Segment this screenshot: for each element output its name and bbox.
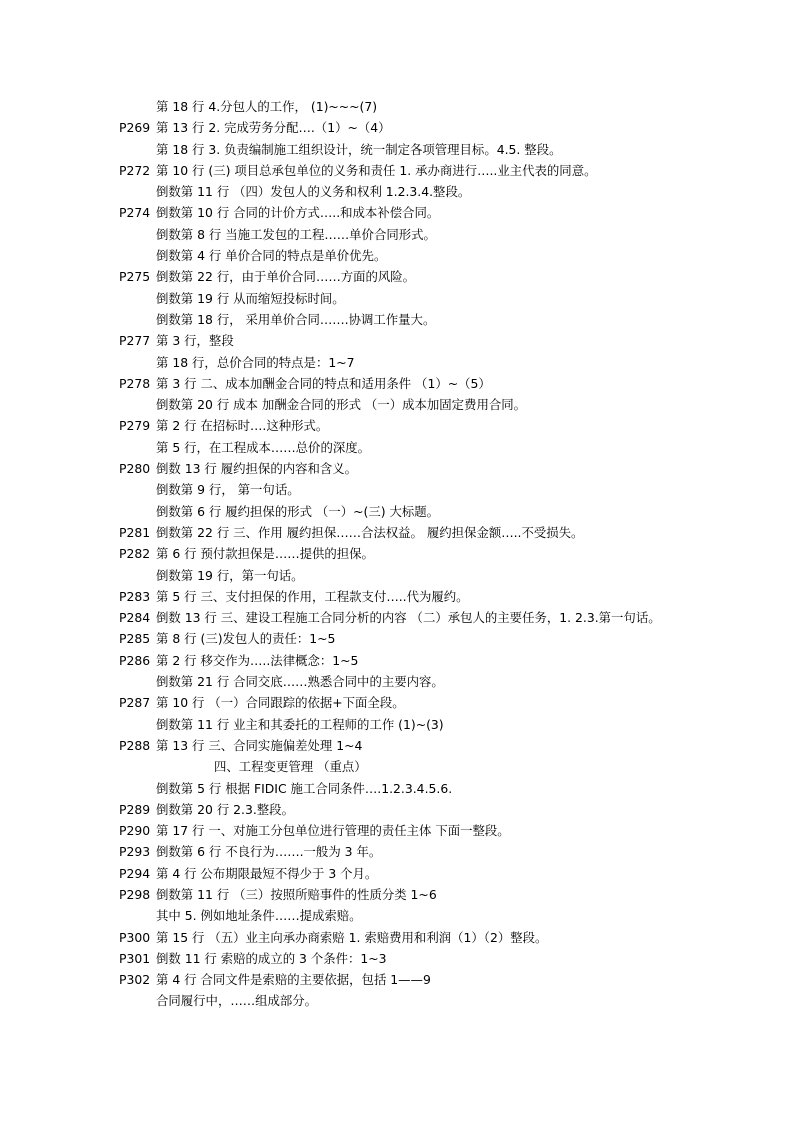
line-text: 倒数第 19 行 从而缩短投标时间。 <box>156 290 345 306</box>
page-reference: P284 <box>119 610 151 626</box>
line-text: 四、工程变更管理 （重点） <box>214 759 367 775</box>
page-reference: P300 <box>119 929 151 945</box>
page-reference: P285 <box>119 631 151 647</box>
line-text: 第 2 行 在招标时….这种形式。 <box>156 418 329 434</box>
text-line <box>119 288 679 309</box>
line-text: 倒数第 4 行 单价合同的特点是单价优先。 <box>156 248 387 264</box>
text-line <box>119 799 679 820</box>
text-line <box>119 607 679 628</box>
line-text: 倒数第 22 行，由于单价合同……方面的风险。 <box>156 269 416 285</box>
page-reference: P280 <box>119 461 151 477</box>
line-text: 合同履行中，……组成部分。 <box>156 993 318 1009</box>
line-text: 倒数第 11 行 （三）按照所赔事件的性质分类 1~6 <box>156 886 437 902</box>
line-text: 第 3 行，整段 <box>156 333 234 349</box>
text-line <box>119 586 679 607</box>
text-line <box>119 778 679 799</box>
page-reference: P290 <box>119 823 151 839</box>
page-reference: P298 <box>119 886 151 902</box>
text-line <box>119 458 679 479</box>
text-line <box>119 181 679 202</box>
line-text: 倒数 11 行 索赔的成立的 3 个条件：1~3 <box>156 950 387 966</box>
text-line <box>119 522 679 543</box>
text-line <box>119 160 679 181</box>
line-text: 倒数第 6 行 履约担保的形式 （一）~(三) 大标题。 <box>156 503 440 519</box>
text-line <box>119 266 679 287</box>
line-text: 倒数第 9 行， 第一句话。 <box>156 482 300 498</box>
page-reference: P288 <box>119 737 151 753</box>
text-line <box>119 692 679 713</box>
notes-list <box>119 96 679 1012</box>
page-reference: P301 <box>119 950 151 966</box>
text-line <box>119 479 679 500</box>
text-line <box>119 927 679 948</box>
text-line <box>119 671 679 692</box>
line-text: 倒数第 19 行，第一句话。 <box>156 567 304 583</box>
line-text: 倒数 13 行 履约担保的内容和含义。 <box>156 461 358 477</box>
line-text: 第 4 行 合同文件是索赔的主要依据，包括 1——9 <box>156 972 431 988</box>
line-text: 第 8 行 (三)发包人的责任：1~5 <box>156 631 336 647</box>
page-reference: P286 <box>119 652 151 668</box>
text-line <box>119 224 679 245</box>
page-reference: P277 <box>119 333 151 349</box>
page-reference: P282 <box>119 546 151 562</box>
line-text: 倒数 13 行 三、建设工程施工合同分析的内容 （二）承包人的主要任务，1. 2.3.第一句话。 <box>156 610 661 626</box>
text-line <box>119 990 679 1011</box>
text-line <box>119 884 679 905</box>
text-line <box>119 735 679 756</box>
page-reference: P269 <box>119 120 151 136</box>
page-reference: P281 <box>119 524 151 540</box>
text-line <box>119 969 679 990</box>
page-reference: P289 <box>119 801 151 817</box>
text-line <box>119 565 679 586</box>
line-text: 第 18 行 3. 负责编制施工组织设计，统一制定各项管理目标。4.5. 整段。 <box>156 141 562 157</box>
text-line <box>119 139 679 160</box>
line-text: 倒数第 10 行 合同的计价方式…..和成本补偿合同。 <box>156 205 440 221</box>
line-text: 倒数第 6 行 不良行为…….一般为 3 年。 <box>156 844 382 860</box>
text-line <box>119 437 679 458</box>
line-text: 第 5 行，在工程成本……总价的深度。 <box>156 439 371 455</box>
line-text: 第 13 行 2. 完成劳务分配….（1）~（4） <box>156 120 391 136</box>
line-text: 倒数第 21 行 合同交底……熟悉合同中的主要内容。 <box>156 674 444 690</box>
page-reference: P294 <box>119 865 151 881</box>
text-line <box>119 394 679 415</box>
page-reference: P278 <box>119 375 151 391</box>
line-text: 第 10 行 （一）合同跟踪的依据+下面全段。 <box>156 695 405 711</box>
line-text: 倒数第 22 行 三、作用 履约担保……合法权益。 履约担保金额…..不受损失。 <box>156 524 584 540</box>
text-line <box>119 543 679 564</box>
line-text: 第 18 行 4.分包人的工作， (1)~~~(7) <box>156 99 378 114</box>
text-line <box>119 863 679 884</box>
line-text: 第 4 行 公布期限最短不得少于 3 个月。 <box>156 865 378 881</box>
line-text: 倒数第 20 行 2.3.整段。 <box>156 801 294 817</box>
line-text: 第 13 行 三、合同实施偏差处理 1~4 <box>156 737 363 753</box>
page-reference: P287 <box>119 695 151 711</box>
text-line <box>119 309 679 330</box>
page-reference: P293 <box>119 844 151 860</box>
page-reference: P274 <box>119 205 151 221</box>
text-line <box>119 841 679 862</box>
line-text: 其中 5. 例如地址条件……提成索赔。 <box>156 908 362 924</box>
line-text: 倒数第 11 行 （四）发包人的义务和权利 1.2.3.4.整段。 <box>156 184 471 200</box>
text-line <box>119 501 679 522</box>
text-line <box>119 352 679 373</box>
text-line <box>119 96 679 117</box>
line-text: 倒数第 18 行， 采用单价合同…….协调工作量大。 <box>156 311 436 327</box>
line-text: 第 2 行 移交作为…..法律概念：1~5 <box>156 652 359 668</box>
line-text: 倒数第 11 行 业主和其委托的工程师的工作 (1)~(3) <box>156 716 444 732</box>
text-line <box>119 756 679 777</box>
line-text: 第 3 行 二、成本加酬金合同的特点和适用条件 （1）~（5） <box>156 375 491 391</box>
text-line <box>119 415 679 436</box>
text-line <box>119 820 679 841</box>
text-line <box>119 202 679 223</box>
text-line <box>119 714 679 735</box>
line-text: 第 15 行 （五）业主向承办商索赔 1. 索赔费用和利润（1）（2）整段。 <box>156 929 548 945</box>
page-reference: P302 <box>119 972 151 988</box>
line-text: 第 18 行，总价合同的特点是：1~7 <box>156 354 355 370</box>
page-reference: P283 <box>119 588 151 604</box>
text-line <box>119 650 679 671</box>
page-reference: P279 <box>119 418 151 434</box>
text-line <box>119 245 679 266</box>
line-text: 倒数第 20 行 成本 加酬金合同的形式 （一）成本加固定费用合同。 <box>156 397 527 413</box>
page-reference: P275 <box>119 269 151 285</box>
text-line <box>119 373 679 394</box>
line-text: 倒数第 5 行 根据 FIDIC 施工合同条件….1.2.3.4.5.6. <box>156 780 453 796</box>
text-line <box>119 948 679 969</box>
page-reference: P272 <box>119 162 151 178</box>
line-text: 倒数第 8 行 当施工发包的工程……单价合同形式。 <box>156 226 436 242</box>
line-text: 第 17 行 一、对施工分包单位进行管理的责任主体 下面一整段。 <box>156 823 510 839</box>
text-line <box>119 330 679 351</box>
line-text: 第 6 行 预付款担保是……提供的担保。 <box>156 546 374 562</box>
text-line <box>119 117 679 138</box>
text-line <box>119 628 679 649</box>
text-line <box>119 905 679 926</box>
line-text: 第 10 行 (三) 项目总承包单位的义务和责任 1. 承办商进行…..业主代表的同意。 <box>156 162 597 178</box>
line-text: 第 5 行 三、支付担保的作用，工程款支付…..代为履约。 <box>156 588 469 604</box>
